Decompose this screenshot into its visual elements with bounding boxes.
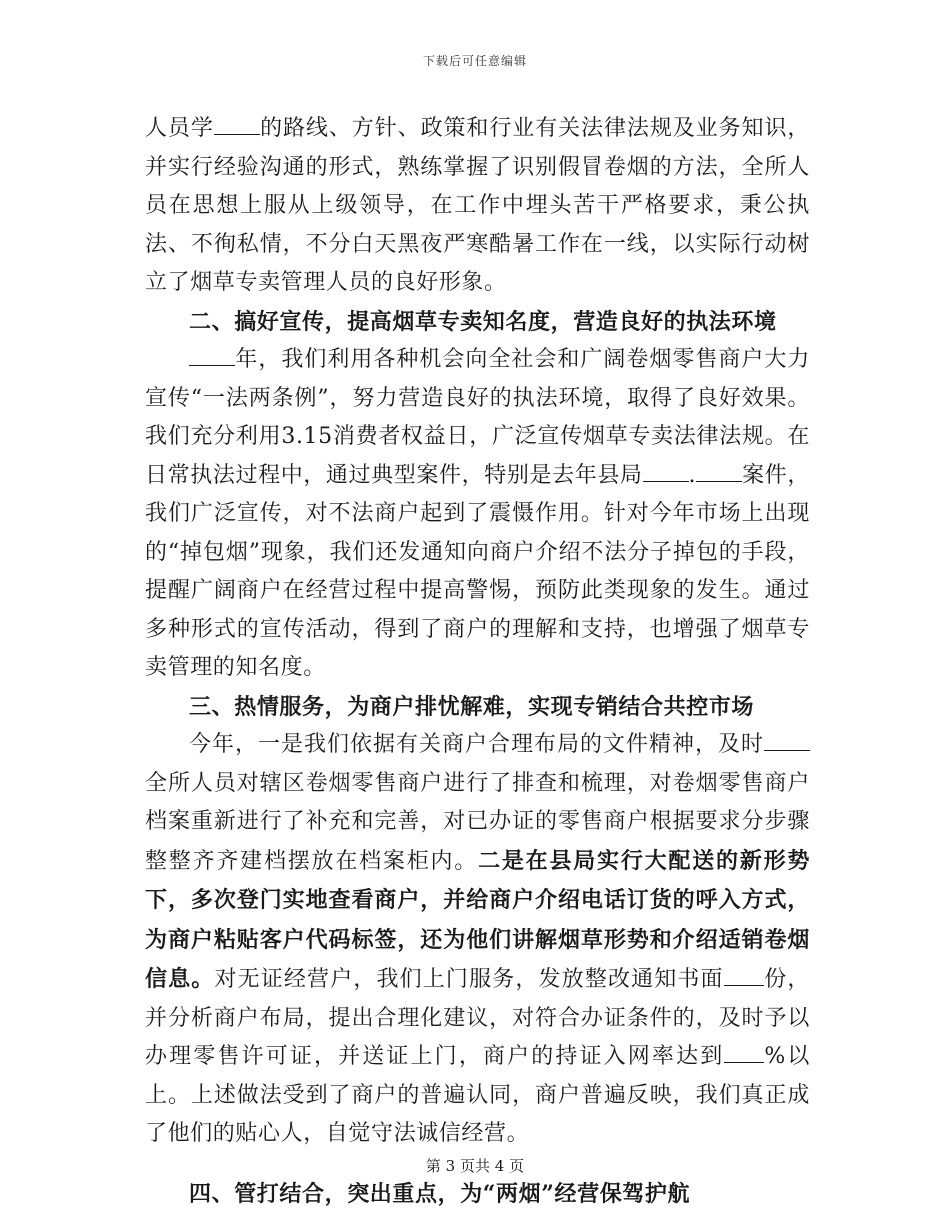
paragraph-1-text-b: 的路线、方针、政策和行业有关法律法规及业务知识，并实行经验沟通的形式，熟练掌握了识别假冒卷烟的方法，全所人员在思想上服从上级领导，在工作中埋头苦干严格要求，秉公执法、不徇私情，不分白天黑夜严寒酷暑工作在一线，以实际行动树立了烟草专卖管理人员的良好形象。 [145,116,810,295]
fill-in-blank [189,347,235,366]
paragraph-3 [145,726,810,1154]
document-body [145,110,810,1213]
paragraph-3-text-e: %以上。上述做法受到了商户的普遍认同，商户普遍反映，我们真正成了他们的贴心人，自觉守法诚信经营。 [145,1044,811,1146]
section-heading-2: 二、搞好宣传，提高烟草专卖知名度，营造良好的执法环境 [189,308,777,335]
fill-in-blank [724,1044,764,1063]
paragraph-3-text-d: 份，并分析商户布局，提出合理化建议，对符合办证条件的，及时予以办理零售许可证，并送证上门，商户的持证入网率达到 [145,967,810,1069]
section-heading-4: 四、管打结合，突出重点，为“两烟”经营保驾护航 [189,1180,691,1207]
page-header-note: 下载后可任意编辑 [422,54,527,68]
fill-in-blank [643,463,689,482]
page-number: 第 3 页共 4 页 [425,1157,525,1175]
fill-in-blank [724,967,764,986]
paragraph-3-text-b: 全所人员对辖区卷烟零售商户进行了排查和梳理，对卷烟零售商户档案重新进行了补充和完善，对已办证的零售商户根据要求分步骤整整齐齐建档摆放在档案柜内。 [145,770,810,874]
paragraph-3-bold-text: 二是在县局实行大配送的新形势下，多次登门实地查看商户，并给商户介绍电话订货的呼入方式，为商户粘贴客户代码标签，还为他们讲解烟草形势和介绍适销卷烟信息。 [145,847,810,992]
paragraph-2-text-c: 案件，我们广泛宣传，对不法商户起到了震慑作用。针对今年市场上出现的“掉包烟”现象，我们还发通知向商户介绍不法分子掉包的手段，提醒广阔商户在经营过程中提高警惕，预防此类现象的发生。通过多种形式的宣传活动，得到了商户的理解和支持，也增强了烟草专卖管理的知名度。 [145,462,810,680]
section-heading-3: 三、热情服务，为商户排忧解难，实现专销结合共控市场 [189,693,755,720]
fill-in-blank [764,732,810,751]
paragraph-1-text-a: 人员学 [145,116,214,141]
paragraph-1 [145,110,810,303]
paragraph-2-text-a: 年，我们利用各种机会向全社会和广阔卷烟零售商户大力宣传“一法两条例”，努力营造良好的执法环境，取得了良好效果。我们充分利用3.15消费者权益日，广泛宣传烟草专卖法律法规。在日常执法过程中，通过典型案件，特别是去年县局 [145,347,810,488]
paragraph-3-text-a: 今年，一是我们依据有关商户合理布局的文件精神，及时 [189,732,764,757]
fill-in-blank [696,463,742,482]
fill-in-blank [214,116,260,135]
paragraph-3-text-c: 对无证经营户，我们上门服务，发放整改通知书面 [214,967,724,992]
paragraph-2 [145,341,810,688]
paragraph-2-text-b: . [688,462,697,488]
